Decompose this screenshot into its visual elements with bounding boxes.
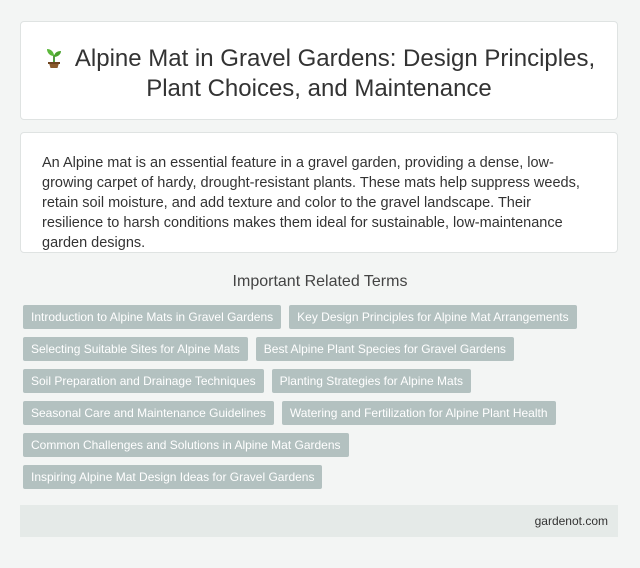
title-card (20, 21, 618, 120)
description-text: An Alpine mat is an essential feature in a gravel garden, providing a dense, low-growing carpet of hardy, drought-resistant plants. These mats help suppress weeds, retain soil moisture, and add texture and color to the gravel landscape. Their resilience to harsh conditions makes them ideal for sustainable, low-maintenance garden designs. (42, 155, 580, 251)
page-title (21, 22, 617, 104)
related-term-tag[interactable]: Soil Preparation and Drainage Techniques (23, 369, 264, 393)
related-terms-heading: Important Related Terms (232, 273, 408, 290)
related-term-tag[interactable]: Best Alpine Plant Species for Gravel Gardens (256, 337, 514, 361)
footer-site-link[interactable]: gardenot.com (534, 514, 608, 528)
related-term-tag[interactable]: Common Challenges and Solutions in Alpine Mat Gardens (23, 433, 349, 457)
related-term-tag[interactable]: Selecting Suitable Sites for Alpine Mats (23, 337, 248, 361)
related-terms-list (23, 305, 623, 489)
page-title-text: Alpine Mat in Gravel Gardens: Design Principles, Plant Choices, and Maintenance (74, 45, 596, 102)
related-term-tag[interactable]: Planting Strategies for Alpine Mats (272, 369, 471, 393)
description-card (20, 132, 618, 253)
related-term-tag[interactable]: Inspiring Alpine Mat Design Ideas for Gravel Gardens (23, 465, 322, 489)
related-term-tag[interactable]: Watering and Fertilization for Alpine Plant Health (282, 401, 556, 425)
related-term-tag[interactable]: Introduction to Alpine Mats in Gravel Gardens (23, 305, 281, 329)
sprout-icon (43, 47, 65, 69)
footer (20, 505, 618, 537)
related-term-tag[interactable]: Seasonal Care and Maintenance Guidelines (23, 401, 274, 425)
related-term-tag[interactable]: Key Design Principles for Alpine Mat Arrangements (289, 305, 576, 329)
